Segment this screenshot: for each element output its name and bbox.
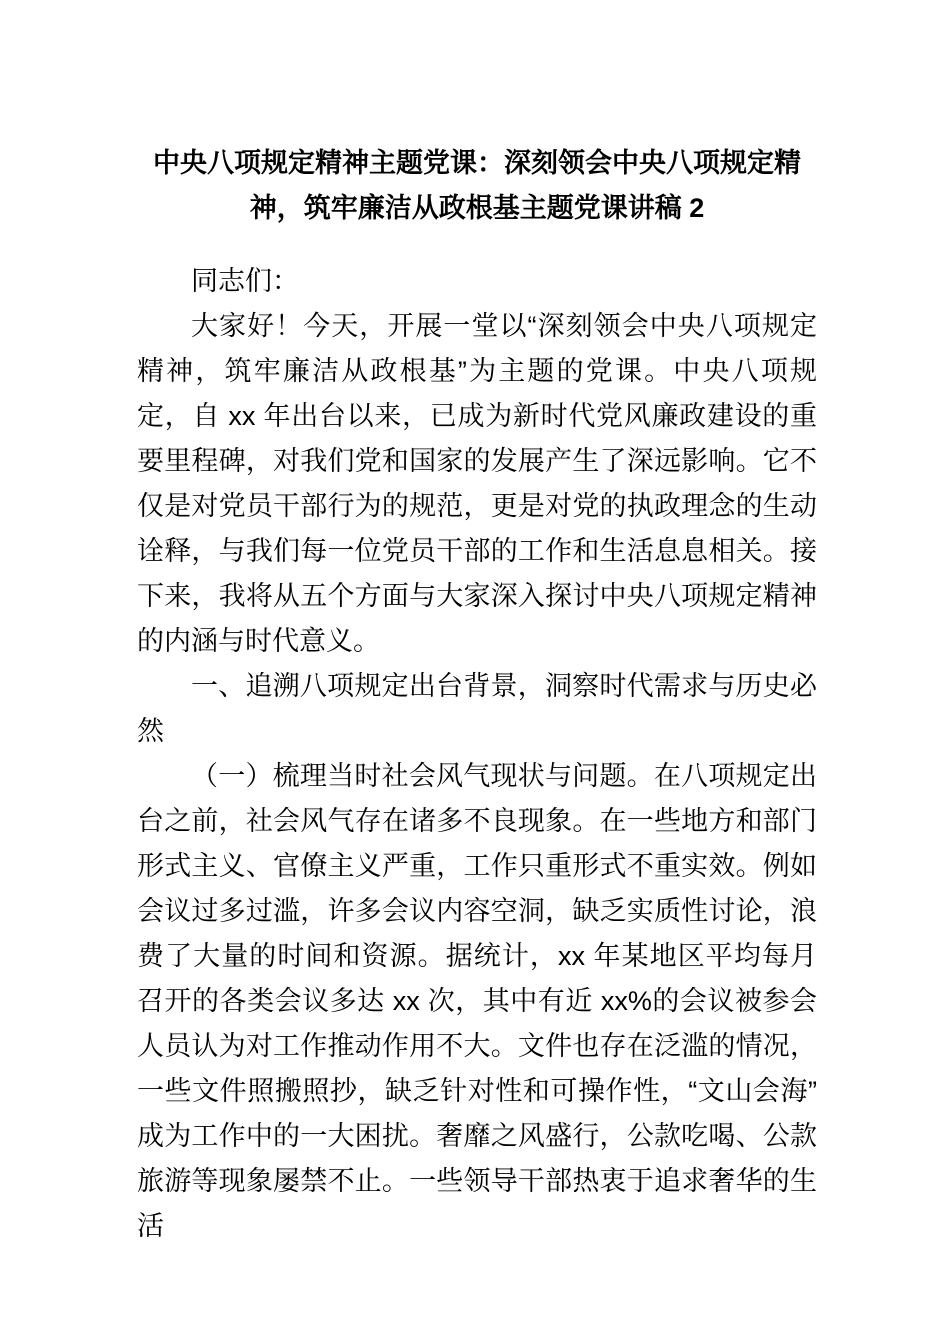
paragraph-introduction: 大家好！今天，开展一堂以“深刻领会中央八项规定精神，筑牢廉洁从政根基”为主题的党课。中央八项规定，自 xx 年出台以来，已成为新时代党风廉政建设的重要里程碑，对我们党和国家的发展产生了深远影响。它不仅是对党员干部行为的规范，更是对党的执政理念的生动诠释，与我们每一位党员干部的工作和生活息息相关。接下来，我将从五个方面与大家深入探讨中央八项规定精神的内涵与时代意义。	[137, 311, 817, 656]
document-title: 中央八项规定精神主题党课：深刻领会中央八项规定精神，筑牢廉洁从政根基主题党课讲稿 2	[153, 148, 801, 223]
paragraph-section-heading: 一、追溯八项规定出台背景，洞察时代需求与历史必然	[137, 671, 817, 746]
paragraph-section-body: （一）梳理当时社会风气现状与问题。在八项规定出台之前，社会风气存在诸多不良现象。在一些地方和部门形式主义、官僚主义严重，工作只重形式不重实效。例如会议过多过滥，许多会议内容空洞，缺乏实质性讨论，浪费了大量的时间和资源。据统计，xx 年某地区平均每月召开的各类会议多达 xx 次，其中有近 xx%的会议被参会人员认为对工作推动作用不大。文件也存在泛滥的情况，一些文件照搬照抄，缺乏针对性和可操作性，“文山会海”成为工作中的一大困扰。奢靡之风盛行，公款吃喝、公款旅游等现象屡禁不止。一些领导干部热衷于追求奢华的生活	[137, 761, 817, 1241]
paragraph-salutation: 同志们：	[191, 266, 299, 296]
